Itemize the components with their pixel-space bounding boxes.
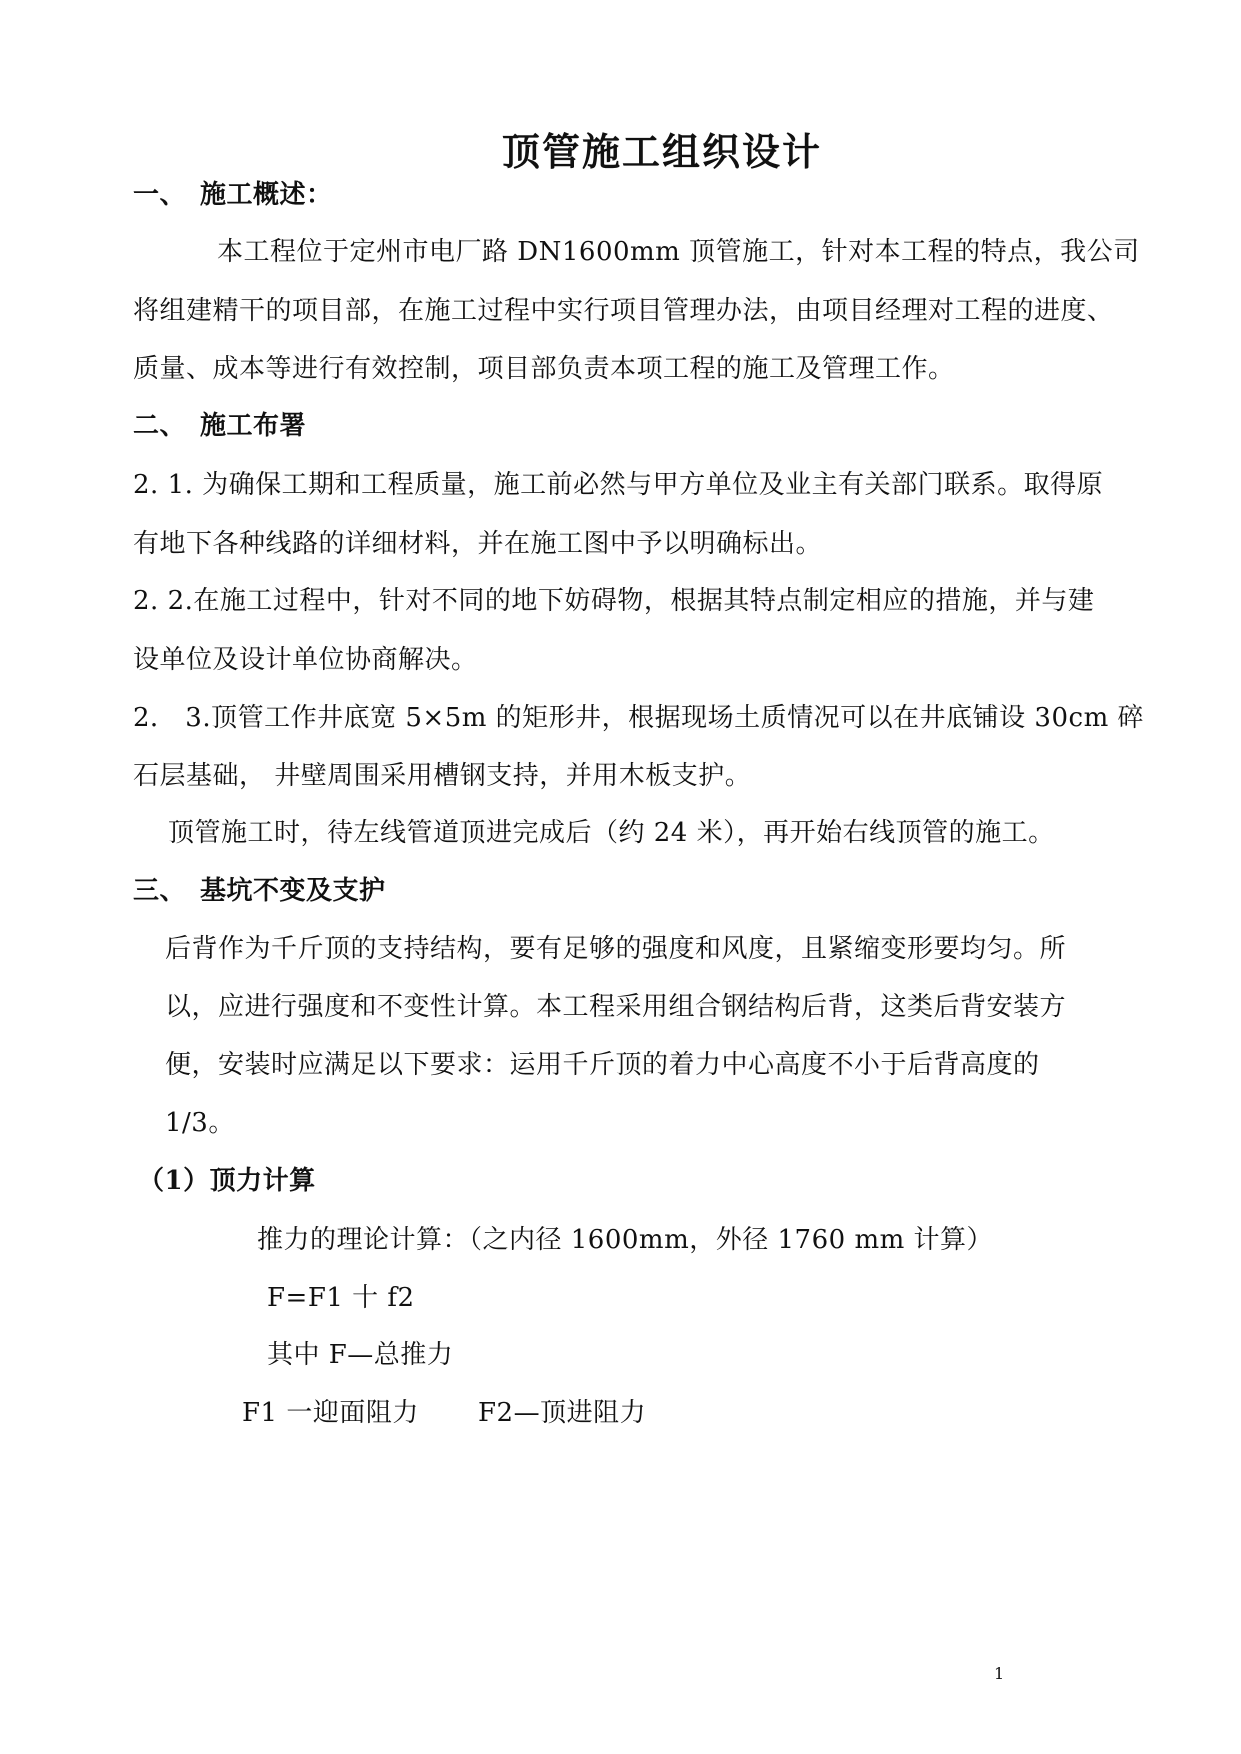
paragraph-line: 便，安装时应满足以下要求：运用千斤顶的着力中心高度不小于后背高度的 [165,1050,1040,1080]
paragraph-line: 顶管施工时，待左线管道顶进完成后（约 24 米），再开始右线顶管的施工。 [168,818,1055,848]
section-heading-3: 基坑不变及支护 [200,876,386,906]
formula: F=F1 十 f2 [267,1283,415,1313]
paragraph-line: 设单位及设计单位协商解决。 [133,645,478,675]
section-heading-2: 施工布署 [200,411,307,441]
paragraph-line: 有地下各种线路的详细材料，并在施工图中予以明确标出。 [133,529,823,559]
formula-term-definition: F2—顶进阻力 [478,1398,647,1428]
paragraph-line: 2． 3.顶管工作井底宽 5×5m 的矩形井，根据现场土质情况可以在井底铺设 30cm 碎 [133,703,1144,733]
paragraph-line: 1/3。 [165,1108,235,1138]
paragraph-line: 2. 2.在施工过程中，针对不同的地下妨碍物，根据其特点制定相应的措施，并与建 [133,586,1095,616]
paragraph-line: 石层基础， 井壁周围采用槽钢支持，并用木板支护。 [133,761,752,791]
paragraph-line: 以，应进行强度和不变性计算。本工程采用组合钢结构后背，这类后背安装方 [165,992,1067,1022]
paragraph-line: 质量、成本等进行有效控制，项目部负责本项工程的施工及管理工作。 [133,354,955,384]
formula-intro: 推力的理论计算：（之内径 1600mm，外径 1760 mm 计算） [257,1225,994,1255]
section-number-3: 三、 [133,876,187,906]
page-number: 1 [994,1664,1005,1683]
section-number-1: 一、 [133,180,187,210]
paragraph-line: 后背作为千斤顶的支持结构，要有足够的强度和风度，且紧缩变形要均匀。所 [165,934,1067,964]
section-heading-1: 施工概述： [200,180,333,210]
formula-term-definition: 其中 F—总推力 [267,1340,454,1370]
section-number-2: 二、 [133,411,187,441]
paragraph-line: 2. 1. 为确保工期和工程质量，施工前必然与甲方单位及业主有关部门联系。取得原 [133,470,1104,500]
formula-term-definition: F1 一迎面阻力 [242,1398,419,1428]
subsection-heading: （1）顶力计算 [138,1166,316,1196]
paragraph-line: 本工程位于定州市电厂路 DN1600mm 顶管施工，针对本工程的特点，我公司 [217,237,1140,267]
paragraph-line: 将组建精干的项目部，在施工过程中实行项目管理办法，由项目经理对工程的进度、 [133,296,1114,326]
page-title: 顶管施工组织设计 [502,129,823,174]
